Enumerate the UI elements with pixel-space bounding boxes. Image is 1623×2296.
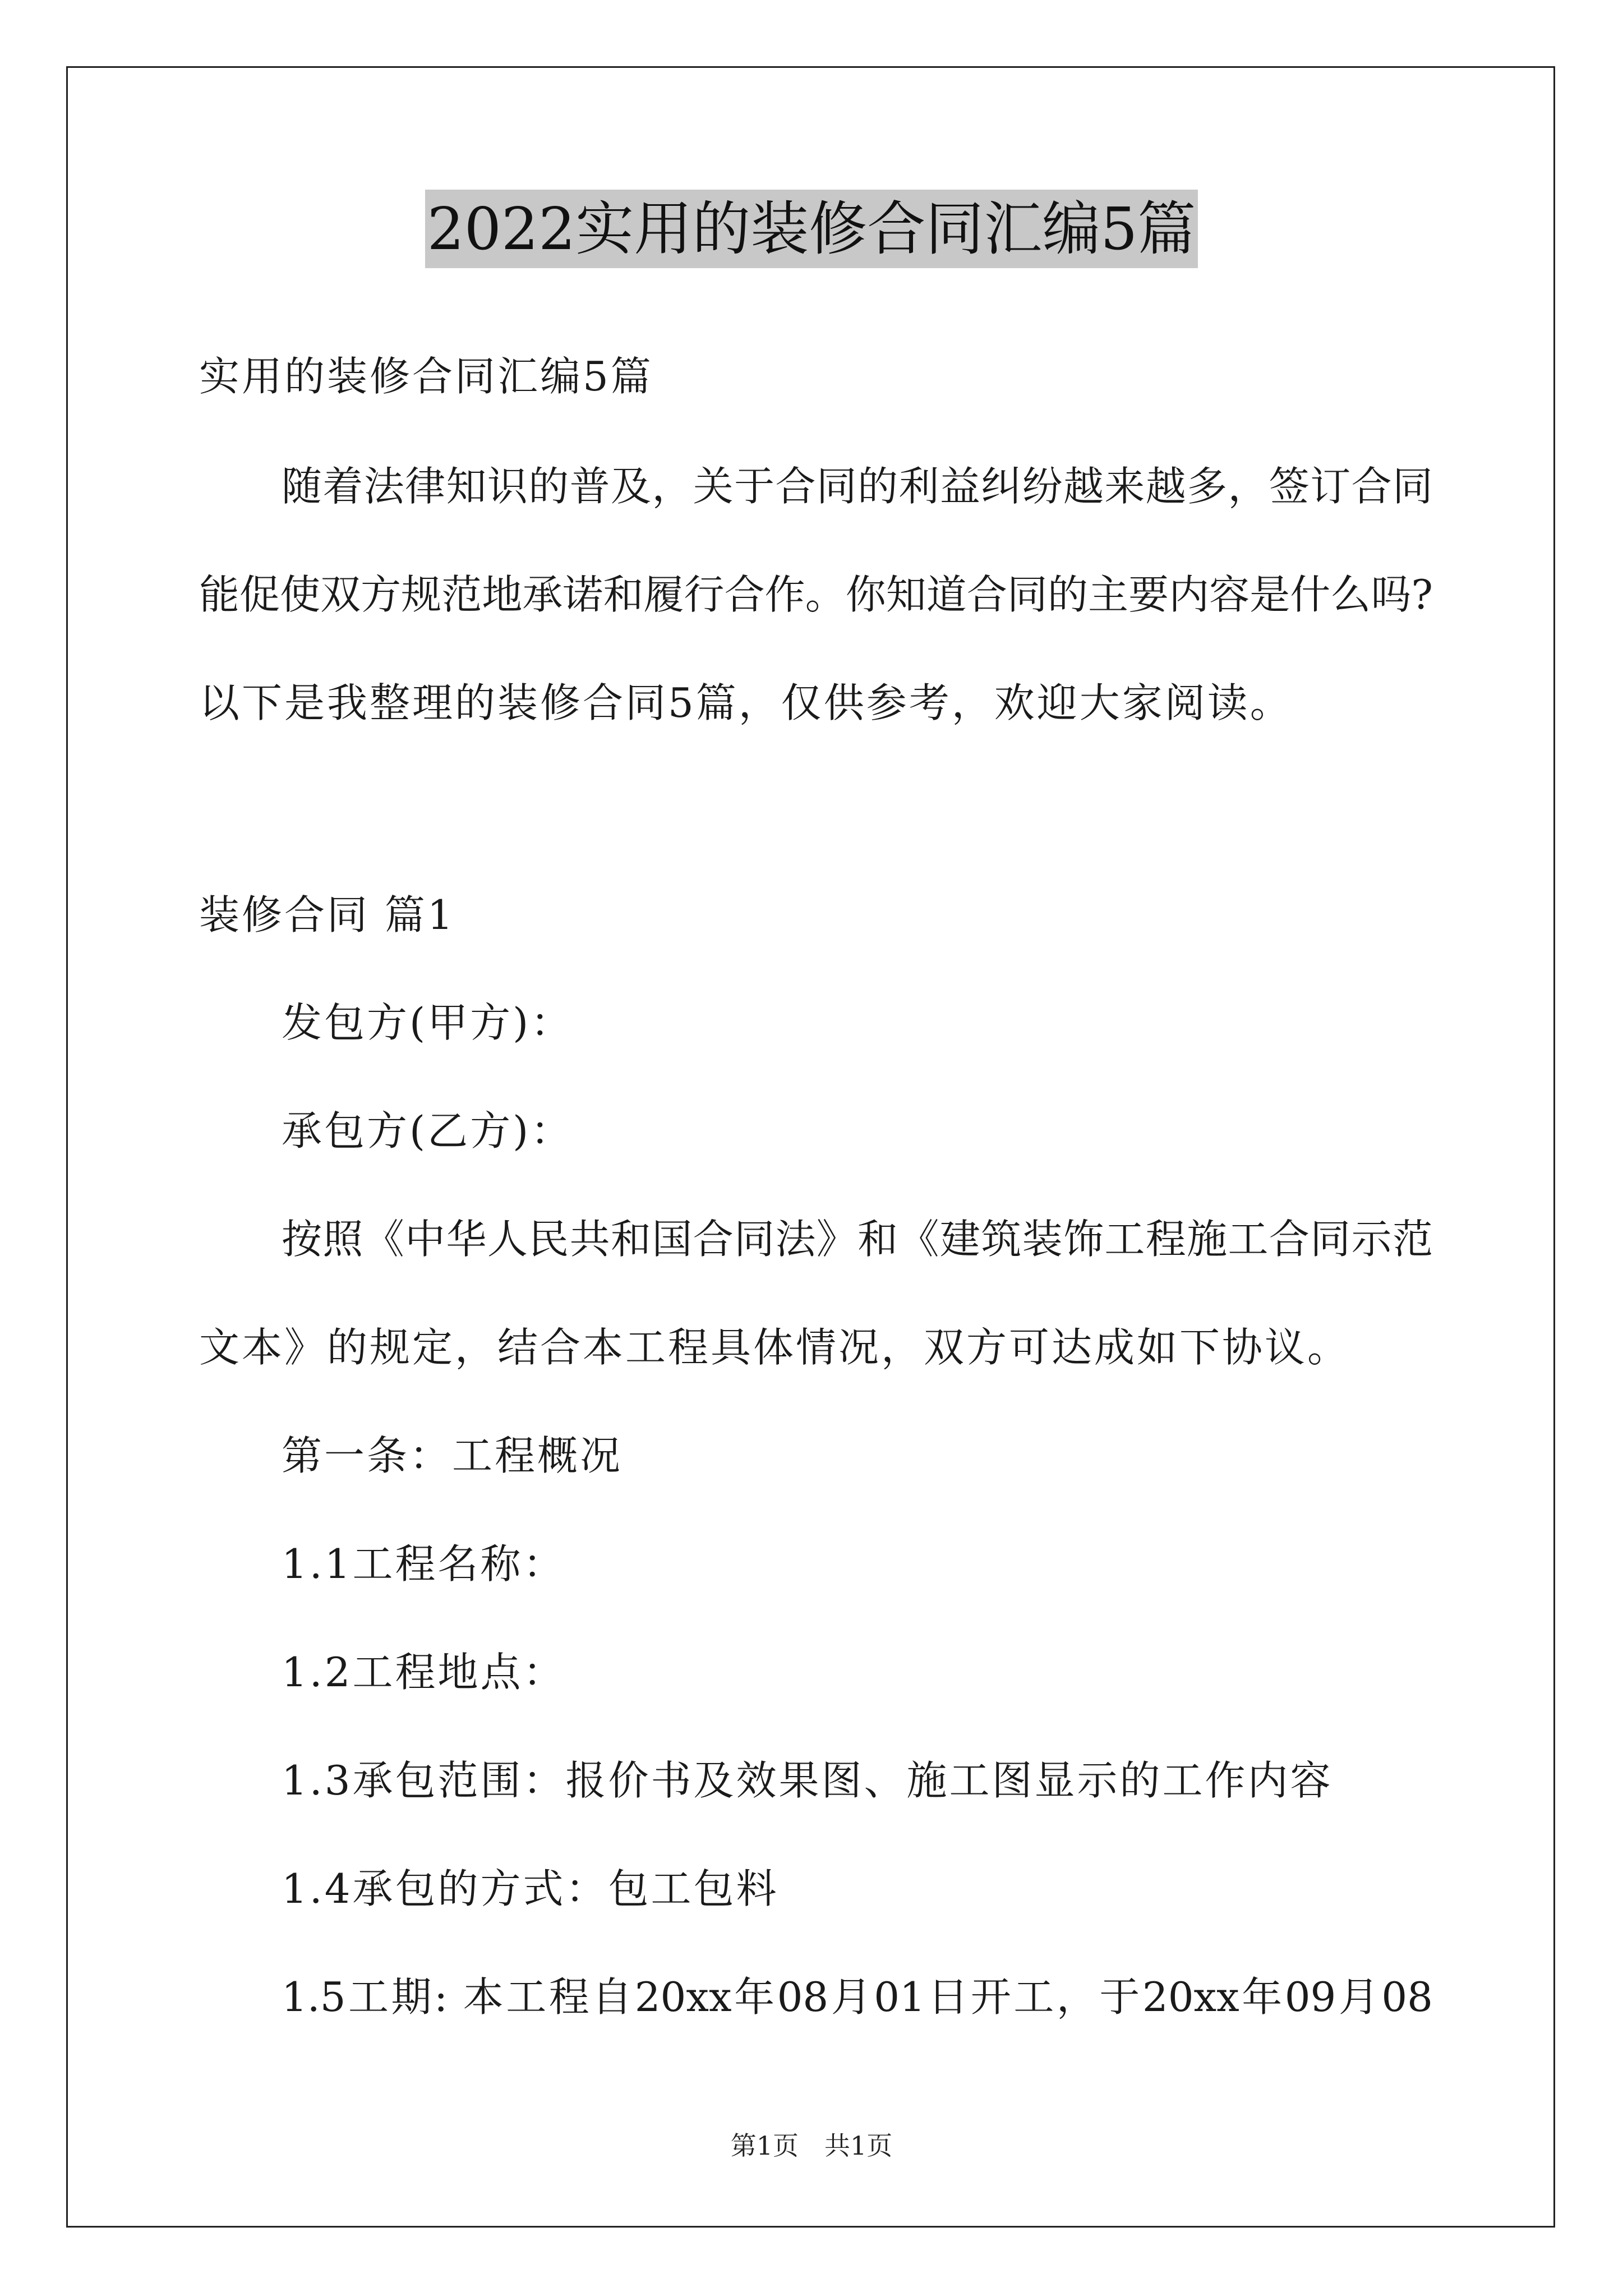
document-title: 2022实用的装修合同汇编5篇	[425, 190, 1198, 268]
intro-line-3: 以下是我整理的装修合同5篇，仅供参考，欢迎大家阅读。	[199, 679, 1293, 726]
document-title-wrap	[0, 190, 1623, 268]
section-heading: 装修合同 篇1	[199, 891, 455, 938]
item-1-2: 1.2工程地点：	[282, 1649, 566, 1696]
article-1-heading: 第一条：工程概况	[282, 1432, 623, 1479]
document-subtitle: 实用的装修合同汇编5篇	[199, 353, 653, 400]
basis-line-2: 文本》的规定，结合本工程具体情况，双方可达成如下协议。	[199, 1324, 1350, 1371]
party-a-label: 发包方(甲方)：	[282, 999, 574, 1046]
intro-line-1: 随着法律知识的普及，关于合同的利益纠纷越来越多，签订合同	[282, 463, 1433, 510]
intro-line-2: 能促使双方规范地承诺和履行合作。你知道合同的主要内容是什么吗?	[199, 571, 1433, 618]
page-footer: 第1页 共1页	[730, 2131, 893, 2161]
item-1-4: 1.4承包的方式：包工包料	[282, 1865, 779, 1912]
item-1-5: 1.5工期: 本工程自20xx年08月01日开工，于20xx年09月08	[282, 1973, 1433, 2021]
basis-line-1: 按照《中华人民共和国合同法》和《建筑装饰工程施工合同示范	[282, 1216, 1433, 1263]
item-1-3: 1.3承包范围：报价书及效果图、施工图显示的工作内容	[282, 1757, 1333, 1804]
item-1-1: 1.1工程名称：	[282, 1540, 566, 1588]
party-b-label: 承包方(乙方)：	[282, 1107, 574, 1154]
